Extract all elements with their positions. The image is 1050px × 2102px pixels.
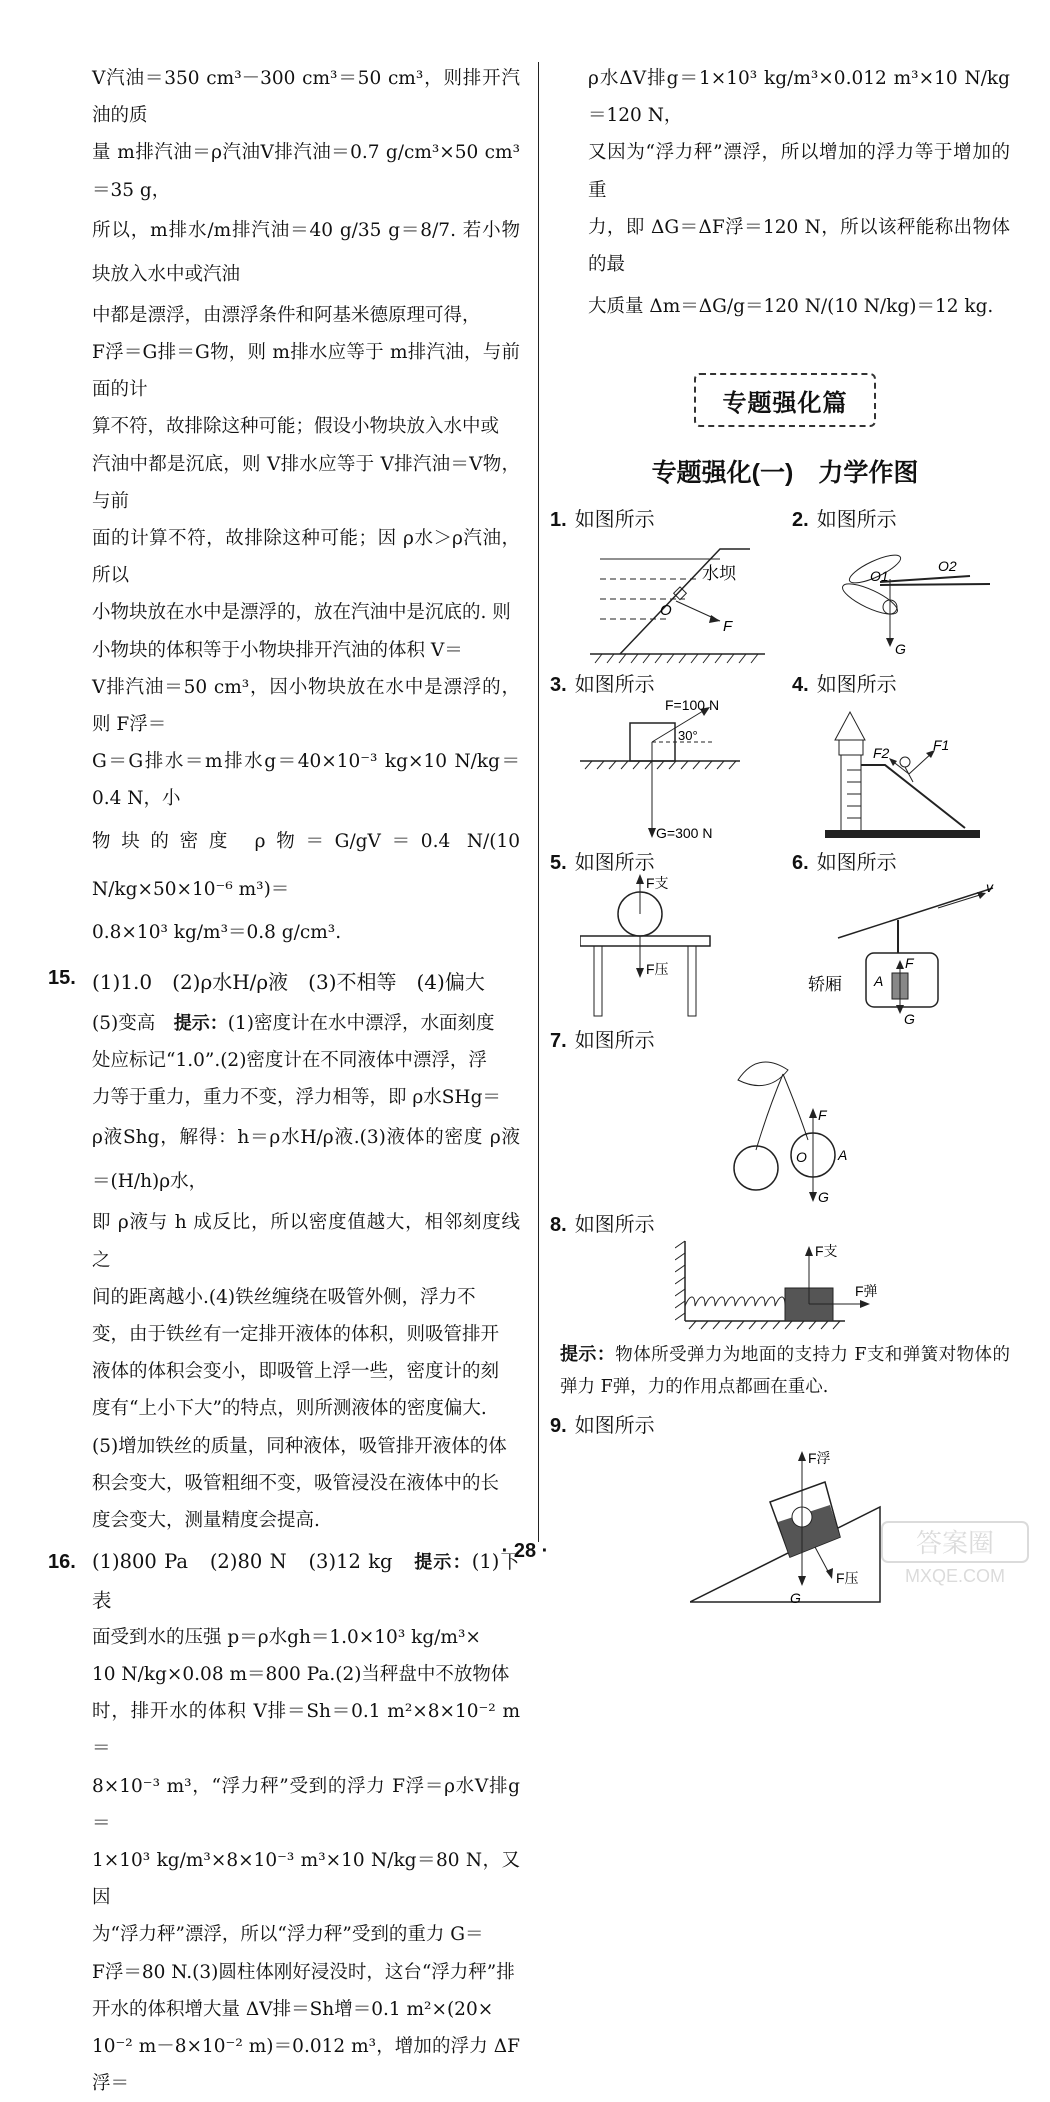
section-title: 专题强化篇 [722,389,848,417]
subsection-title: 专题强化(一) 力学作图 [651,459,919,488]
item-number: 2. [792,509,809,532]
watermark-logo [880,1518,1030,1588]
items-row-1 [550,505,1010,670]
item-text: 如图所示 [574,852,655,875]
dam-label: 水坝 [702,564,736,584]
previous-answer-paragraph [92,60,520,951]
item-number: 1. [550,509,567,532]
force-label: G [904,1011,915,1027]
question-number: 15. [48,966,76,989]
figure-spring-block [675,1236,895,1332]
text-line: 处应标记“1.0”.(2)密度计在不同液体中漂浮，浮 [92,1050,487,1072]
item-number: 8. [550,1214,567,1237]
text-line: 汽油中都是沉底，则 V排水应等于 V排汽油＝V物，与前 [92,453,520,512]
text-line: 1×10³ kg/m³×8×10⁻³ m³×10 N/kg＝80 N，又因 [92,1849,520,1909]
svg-text:MXQE.COM: MXQE.COM [904,1566,1006,1586]
text-line: 力等于重力，重力不变，浮力相等，即 ρ水SHg＝ [92,1087,501,1109]
force-label: F支 [815,1243,838,1260]
text-line: 小物块放在水中是漂浮的，放在汽油中是沉底的. 则 [92,602,511,624]
point-label: O [660,602,672,620]
item-number: 3. [550,674,567,697]
text-line: 又因为“浮力秤”漂浮，所以增加的浮力等于增加的重 [588,142,1010,201]
text-line: 小物块的体积等于小物块排开汽油的体积 V＝ [92,639,463,661]
hint-label: 提示： [560,1344,616,1365]
force-label: G=300 N [656,825,713,842]
text-line: 间的距离越小.(4)铁丝缠绕在吸管外侧，浮力不 [92,1286,476,1308]
text-line: 度会变大，测量精度会提高. [92,1510,320,1532]
force-label: G [790,1590,801,1607]
force-label: F2 [873,745,890,762]
item-number: 6. [792,852,809,875]
text-line: 为“浮力秤”漂浮，所以“浮力秤”受到的重力 G＝ [92,1924,484,1946]
text-line: 8×10⁻³ m³，“浮力秤”受到的浮力 F浮＝ρ水V排g＝ [92,1775,520,1834]
items-row-3 [550,848,1010,1027]
text-line: G＝G排水＝m排水g＝40×10⁻³ kg×10 N/kg＝0.4 N，小 [92,751,520,810]
item-row-7 [550,1026,1010,1210]
force-label: G [895,641,906,658]
question-16 [48,1543,520,2102]
text-line: 液体的体积会变小，即吸管上浮一些，密度计的刻 [92,1361,500,1383]
item-number: 5. [550,852,567,875]
text-line: V汽油＝350 cm³－300 cm³＝50 cm³，则排开汽油的质 [92,68,520,127]
text-line: 时，排开水的体积 V排＝Sh＝0.1 m²×8×10⁻² m＝ [92,1701,520,1760]
text-line: 变，由于铁丝有一定排开液体的体积，则吸管排开 [92,1324,500,1346]
text-line: 所以，m排水/m排汽油＝40 g/35 g＝8/7. 若小物块放入水中或汽油 [92,219,520,285]
point-label: A [838,1147,848,1164]
text-line: 积会变大，吸管粗细不变，吸管浸没在液体中的长 [92,1472,500,1494]
figure-cup-on-slope [690,1447,890,1617]
figure-dam [590,539,765,664]
column-divider [538,62,539,1542]
question-number: 16. [48,1551,76,1574]
pivot-label: O1 [870,568,889,585]
figure-cherries [728,1050,868,1210]
figure-scissors [830,549,1000,659]
text-line: 面受到水的压强 p＝ρ水gh＝1.0×10³ kg/m³× [92,1626,481,1648]
text-line: F浮＝80 N.(3)圆柱体刚好浸没时，这台“浮力秤”排 [92,1961,515,1983]
svg-text:答案圈: 答案圈 [915,1528,995,1558]
text-line: 度有“上小下大”的特点，则所测液体的密度偏大. [92,1398,487,1420]
text-line: 10 N/kg×0.08 m＝800 Pa.(2)当秤盘中不放物体 [92,1663,510,1685]
item-number: 9. [550,1415,567,1438]
text-line: 大质量 Δm＝ΔG/g＝120 N/(10 N/kg)＝12 kg. [588,296,994,318]
force-label: F [818,1107,827,1124]
text-line: 量 m排汽油＝ρ汽油V排汽油＝0.7 g/cm³×50 cm³＝35 g， [92,142,520,201]
answer-line: (1)800 Pa (2)80 N (3)12 kg [92,1550,393,1574]
text-line: F浮＝G排＝G物，则 m排水应等于 m排汽油，与前面的计 [92,342,520,401]
text-line: V排汽油＝50 cm³，因小物块放在水中是漂浮的，则 F浮＝ [92,676,520,736]
hint-text: 物体所受弹力为地面的支持力 F支和弹簧对物体的弹力 F弹，力的作用点都画在重心. [560,1345,1010,1398]
hint-label: 提示： [173,1012,228,1033]
item-number: 7. [550,1030,567,1053]
item-text: 如图所示 [816,852,897,875]
force-label: F压 [646,961,669,978]
force-label: F [905,955,914,972]
item-text: 如图所示 [816,509,897,532]
text-line: 开水的体积增大量 ΔV排＝Sh增＝0.1 m²×(20× [92,1998,494,2020]
text-line: 面的计算不符，故排除这种可能；因 ρ水＞ρ汽油，所以 [92,528,520,587]
item-text: 如图所示 [816,674,897,697]
item-text: 如图所示 [574,674,655,697]
item-row-8 [550,1210,1010,1330]
figure-ball-on-table [580,874,720,1022]
q8-hint [560,1338,1010,1403]
text-line: 中都是漂浮，由漂浮条件和阿基米德原理可得， [92,304,481,326]
force-label: F=100 N [665,698,720,714]
text-line: 即 ρ液与 h 成反比，所以密度值越大，相邻刻度线之 [92,1212,520,1271]
figure-box-on-ground [580,698,760,846]
continued-paragraph [560,60,1010,331]
text-line: (5)增加铁丝的质量，同种液体，吸管排开液体的体 [92,1435,507,1457]
object-label: A [874,973,884,990]
force-label: G [818,1189,829,1206]
item-text: 如图所示 [574,1415,655,1438]
text-line: 物块的密度 ρ物＝G/gV＝0.4 N/(10 N/kg×50×10⁻⁶ m³)＝ [92,830,520,900]
force-label: F弹 [855,1283,878,1300]
angle-label: 30° [678,728,698,744]
question-15 [48,959,520,1539]
item-text: 如图所示 [574,1030,655,1053]
force-label: F压 [836,1570,859,1587]
point-label: O [796,1149,807,1166]
force-label: F支 [646,875,669,892]
force-label: F1 [933,737,950,754]
velocity-label: v [986,879,993,896]
item-text: 如图所示 [574,1214,655,1237]
force-label: F浮 [808,1450,831,1467]
pivot-label: O2 [938,558,957,575]
force-label: F [723,618,733,636]
right-column [550,60,1010,1611]
figure-slide [825,700,1005,842]
item-text: 如图所示 [574,509,655,532]
text-line: ρ水ΔV排g＝1×10³ kg/m³×0.012 m³×10 N/kg＝120 N， [588,68,1010,127]
text-line: (1)密度计在水中漂浮，水面刻度 [227,1012,495,1034]
section-title-box [694,373,876,427]
items-row-2 [550,670,1010,848]
item-number: 4. [792,674,809,697]
text-line: ρ液Shg，解得：h＝ρ水H/ρ液.(3)液体的密度 ρ液＝(H/h)ρ水， [92,1127,520,1193]
left-column [48,60,520,2102]
answer-line: (1)1.0 (2)ρ水H/ρ液 (3)不相等 (4)偏大 [92,969,485,994]
car-label: 轿厢 [808,975,842,995]
text-line: 10⁻² m－8×10⁻² m)＝0.012 m³，增加的浮力 ΔF浮＝ [92,2035,520,2095]
text-line: (1)下表 [92,1550,520,1612]
text-line: 算不符，故排除这种可能；假设小物块放入水中或 [92,416,500,438]
figure-cable-car [808,878,998,1026]
text-line: (5)变高 [92,1012,156,1034]
page-number: · 28 · [501,1540,549,1562]
text-line: 0.8×10³ kg/m³＝0.8 g/cm³. [92,921,342,943]
text-line: 力，即 ΔG＝ΔF浮＝120 N，所以该秤能称出物体的最 [588,216,1010,276]
hint-label: 提示： [414,1552,472,1573]
